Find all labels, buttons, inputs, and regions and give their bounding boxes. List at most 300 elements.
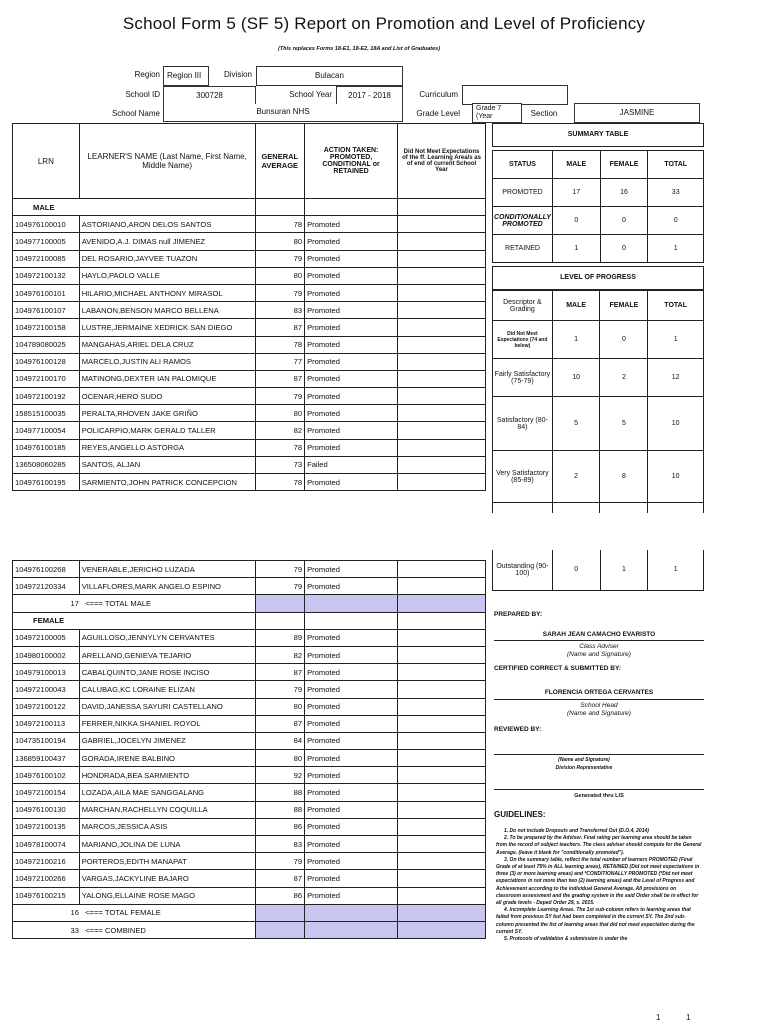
guideline-item: 5. Protocols of validation & submission is under the	[504, 936, 628, 943]
region-label: Region	[134, 70, 160, 79]
avg-header: GENERAL AVERAGE	[255, 124, 305, 199]
learner-average: 80	[255, 405, 305, 422]
learner-name: ASTORIANO,ARON DELOS SANTOS	[79, 216, 255, 233]
learner-action: Promoted	[305, 336, 398, 353]
learner-average: 80	[255, 267, 305, 284]
learner-action: Promoted	[305, 267, 398, 284]
learner-average: 79	[255, 578, 305, 595]
learner-lrn: 104972120334	[13, 578, 80, 595]
learner-dnm	[398, 319, 486, 336]
learner-average: 89	[255, 629, 305, 646]
learner-row	[13, 422, 486, 439]
summary-female: 0	[600, 207, 648, 235]
progress-female: 1	[600, 550, 648, 590]
learner-row	[13, 474, 486, 491]
certified-label: CERTIFIED CORRECT & SUBMITTED BY:	[494, 665, 621, 672]
learner-average: 73	[255, 456, 305, 473]
learner-lrn: 104976100101	[13, 284, 80, 301]
learner-dnm	[398, 439, 486, 456]
learner-dnm	[398, 836, 486, 853]
learner-lrn: 104972100113	[13, 715, 80, 732]
learner-lrn: 104972100043	[13, 681, 80, 698]
adviser-name: SARAH JEAN CAMACHO EVARISTO	[542, 631, 656, 638]
head-signature-line	[494, 699, 704, 700]
total-female-count: 16	[70, 908, 79, 918]
learner-dnm	[398, 474, 486, 491]
learner-dnm	[398, 767, 486, 784]
learner-row	[13, 784, 486, 801]
learner-row	[13, 456, 486, 473]
guideline-item: 1. Do not include Dropouts and Transferred Out (D.O.4, 2014)	[504, 828, 649, 834]
learner-row	[13, 750, 486, 767]
summary-total: 0	[648, 207, 704, 235]
learner-action: Promoted	[305, 629, 398, 646]
learner-lrn: 104976100268	[13, 561, 80, 578]
learner-name: MARCOS,JESSICA ASIS	[79, 818, 255, 835]
learner-row	[13, 561, 486, 578]
learner-average: 86	[255, 818, 305, 835]
total-male-count: 17	[70, 598, 79, 608]
learner-name: YALONG,ELLAINE ROSE MAGO	[79, 887, 255, 904]
learner-name: MARIANO,JOLINA DE LUNA	[79, 836, 255, 853]
learner-name: CABALQUINTO,JANE ROSE INCISO	[79, 664, 255, 681]
learner-action: Failed	[305, 456, 398, 473]
learner-lrn: 136508060285	[13, 456, 80, 473]
learner-dnm	[398, 784, 486, 801]
learner-average: 88	[255, 784, 305, 801]
page-number: 1	[656, 1013, 661, 1022]
progress-desc: Did Not Meet Expectations (74 and below)	[493, 321, 553, 359]
learner-lrn: 104976100195	[13, 474, 80, 491]
learner-action: Promoted	[305, 422, 398, 439]
learner-name: SANTOS, ALJAN	[79, 456, 255, 473]
learner-lrn: 104977100054	[13, 422, 80, 439]
learner-action: Promoted	[305, 870, 398, 887]
learner-dnm	[398, 267, 486, 284]
learner-lrn: 104972100122	[13, 698, 80, 715]
learner-name: DEL ROSARIO,JAYVEE TUAZON	[79, 250, 255, 267]
learner-action: Promoted	[305, 561, 398, 578]
learner-action: Promoted	[305, 319, 398, 336]
learner-lrn: 104972100158	[13, 319, 80, 336]
combined-label: <=== COMBINED	[85, 925, 146, 935]
learner-average: 79	[255, 561, 305, 578]
learner-average: 78	[255, 439, 305, 456]
summary-female: 0	[600, 235, 648, 263]
progress-female: 8	[600, 451, 648, 503]
progress-desc: Very Satisfactory (85-89)	[493, 451, 553, 503]
prepared-by-label: PREPARED BY:	[494, 611, 543, 618]
learner-row	[13, 284, 486, 301]
progress-male: 5	[552, 397, 600, 451]
learner-name: MATINONG,DEXTER IAN PALOMIQUE	[79, 370, 255, 387]
learner-lrn: 136859100437	[13, 750, 80, 767]
progress-title: LEVEL OF PROGRESS	[492, 266, 704, 290]
learner-name: HILARIO,MICHAEL ANTHONY MIRASOL	[79, 284, 255, 301]
learner-action: Promoted	[305, 388, 398, 405]
learner-row	[13, 887, 486, 904]
learner-name: MARCHAN,RACHELLYN COQUILLA	[79, 801, 255, 818]
learner-action: Promoted	[305, 646, 398, 663]
guidelines-title: GUIDELINES:	[494, 810, 546, 819]
learner-dnm	[398, 887, 486, 904]
summary-head-status: STATUS	[493, 151, 553, 179]
progress-male: 0	[552, 550, 600, 590]
progress-desc: Outstanding (90-100)	[493, 550, 553, 590]
learner-name: PORTEROS,EDITH MANAPAT	[79, 853, 255, 870]
reviewer-name-sig: (Name and Signature)	[558, 757, 610, 763]
adviser-role: Class Adviser	[579, 643, 619, 650]
summary-table	[492, 150, 704, 263]
learner-lrn: 104735100194	[13, 732, 80, 749]
learner-dnm	[398, 284, 486, 301]
learners-table-top	[12, 123, 486, 491]
school-name-field: Bunsuran NHS	[163, 104, 403, 122]
learner-name: PERALTA,RHOVEN JAKE GRIÑO	[79, 405, 255, 422]
learner-dnm	[398, 664, 486, 681]
summary-female: 16	[600, 179, 648, 207]
learner-dnm	[398, 216, 486, 233]
form-subtitle: (This replaces Forms 18-E1, 18-E2, 18A and List of Graduates)	[277, 46, 441, 52]
grade-level-label: Grade Level	[416, 109, 460, 118]
action-header: ACTION TAKEN: PROMOTED, CONDITIONAL or RETAINED	[305, 124, 398, 199]
learner-name: AVENIDO,A.J. DIMAS null JIMENEZ	[79, 233, 255, 250]
summary-status: PROMOTED	[493, 179, 553, 207]
school-year-label: School Year	[289, 90, 332, 99]
grade-level-field: Grade 7 (Year	[472, 103, 522, 123]
region-field: Region III	[163, 66, 209, 86]
dnm-header: Did Not Meet Expectations of the ff. Learning Area/s as of end of current School Year	[398, 124, 486, 199]
learner-row	[13, 250, 486, 267]
learner-lrn: 158515100035	[13, 405, 80, 422]
learner-row	[13, 578, 486, 595]
learner-name: CALUBAG,KC LORAINE ELIZAN	[79, 681, 255, 698]
head-name-sig: (Name and Signature)	[567, 710, 631, 717]
name-header: LEARNER'S NAME (Last Name, First Name, Middle Name)	[79, 124, 255, 199]
progress-total: 10	[648, 397, 704, 451]
learner-name: GABRIEL,JOCELYN JIMENEZ	[79, 732, 255, 749]
learner-action: Promoted	[305, 216, 398, 233]
school-year-field: 2017 - 2018	[336, 86, 403, 106]
learner-dnm	[398, 870, 486, 887]
progress-total: 12	[648, 359, 704, 397]
learner-average: 79	[255, 284, 305, 301]
learner-row	[13, 233, 486, 250]
learner-dnm	[398, 370, 486, 387]
learner-average: 86	[255, 887, 305, 904]
learner-average: 87	[255, 870, 305, 887]
learner-row	[13, 336, 486, 353]
learner-average: 78	[255, 216, 305, 233]
learner-average: 87	[255, 664, 305, 681]
learner-row	[13, 732, 486, 749]
learner-name: LOZADA,AILA MAE SANGGALANG	[79, 784, 255, 801]
learner-row	[13, 698, 486, 715]
learner-dnm	[398, 750, 486, 767]
total-female-label: <=== TOTAL FEMALE	[85, 908, 161, 918]
learner-lrn: 104972100192	[13, 388, 80, 405]
learner-dnm	[398, 818, 486, 835]
learner-name: LUSTRE,JERMAINE XEDRICK SAN DIEGO	[79, 319, 255, 336]
guideline-item: 4. Incomplete Learning Areas. The 1st sub-column refers to learning areas that failed from previous SY but had been completed in the current SY. The 2nd sub-column presented the list of learning areas that did not meet expectation during the current SY.	[496, 907, 695, 935]
learner-row	[13, 646, 486, 663]
learner-lrn: 104972100216	[13, 853, 80, 870]
school-id-field: 300728	[163, 86, 256, 106]
school-name-label: School Name	[111, 109, 160, 118]
reviewed-label: REVIEWED BY:	[494, 726, 542, 733]
learner-lrn: 104972100132	[13, 267, 80, 284]
head-name: FLORENCIA ORTEGA CERVANTES	[544, 689, 654, 696]
learner-lrn: 104976100102	[13, 767, 80, 784]
progress-head-male: MALE	[552, 291, 600, 321]
generated-note: Generated thru LIS	[574, 793, 624, 799]
school-id-label: School ID	[125, 90, 160, 99]
summary-status: RETAINED	[493, 235, 553, 263]
page-total: 1	[686, 1013, 691, 1022]
progress-female: 0	[600, 321, 648, 359]
learner-row	[13, 767, 486, 784]
learner-average: 79	[255, 853, 305, 870]
learner-row	[13, 319, 486, 336]
learner-lrn: 104976100130	[13, 801, 80, 818]
summary-male: 1	[552, 235, 600, 263]
learner-action: Promoted	[305, 715, 398, 732]
progress-male: 2	[552, 451, 600, 503]
learner-average: 92	[255, 767, 305, 784]
learner-action: Promoted	[305, 439, 398, 456]
learner-action: Promoted	[305, 818, 398, 835]
learner-name: POLICARPIO,MARK GERALD TALLER	[79, 422, 255, 439]
learner-average: 83	[255, 302, 305, 319]
learner-action: Promoted	[305, 370, 398, 387]
reviewer-role: Division Representative	[555, 765, 613, 771]
learner-action: Promoted	[305, 474, 398, 491]
learner-action: Promoted	[305, 353, 398, 370]
learner-action: Promoted	[305, 250, 398, 267]
learner-lrn: 104977100005	[13, 233, 80, 250]
learner-lrn: 104972100154	[13, 784, 80, 801]
progress-desc: Fairly Satisfactory (75-79)	[493, 359, 553, 397]
progress-desc: Satisfactory (80-84)	[493, 397, 553, 451]
learner-action: Promoted	[305, 784, 398, 801]
learner-lrn: 104972100085	[13, 250, 80, 267]
learner-lrn: 104976100107	[13, 302, 80, 319]
learner-name: MANGAHAS,ARIEL DELA CRUZ	[79, 336, 255, 353]
learner-name: VILLAFLORES,MARK ANGELO ESPINO	[79, 578, 255, 595]
progress-total: 1	[648, 550, 704, 590]
summary-head-female: FEMALE	[600, 151, 648, 179]
learner-dnm	[398, 698, 486, 715]
learner-average: 87	[255, 370, 305, 387]
learner-average: 80	[255, 233, 305, 250]
curriculum-label: Curriculum	[419, 90, 458, 99]
learner-row	[13, 216, 486, 233]
learner-row	[13, 370, 486, 387]
learners-table-bottom	[12, 560, 486, 939]
progress-head-total: TOTAL	[648, 291, 704, 321]
learner-row	[13, 870, 486, 887]
learner-action: Promoted	[305, 887, 398, 904]
learner-action: Promoted	[305, 732, 398, 749]
summary-total: 1	[648, 235, 704, 263]
learner-lrn: 104972100005	[13, 629, 80, 646]
progress-table-continued	[492, 550, 704, 591]
learner-row	[13, 439, 486, 456]
progress-female: 2	[600, 359, 648, 397]
progress-head-female: FEMALE	[600, 291, 648, 321]
learner-row	[13, 818, 486, 835]
learner-average: 83	[255, 836, 305, 853]
learner-name: HAYLO,PAOLO VALLE	[79, 267, 255, 284]
summary-male: 0	[552, 207, 600, 235]
female-section-label: FEMALE	[13, 612, 256, 629]
adviser-signature-line	[494, 640, 704, 641]
learner-row	[13, 801, 486, 818]
learner-name: ARELLANO,GENIEVA TEJARIO	[79, 646, 255, 663]
learner-dnm	[398, 302, 486, 319]
learner-dnm	[398, 422, 486, 439]
generated-line	[494, 789, 704, 790]
section-field: JASMINE	[574, 103, 700, 123]
learner-dnm	[398, 646, 486, 663]
division-field: Bulacan	[256, 66, 403, 86]
learner-action: Promoted	[305, 853, 398, 870]
learner-name: REYES,ANGELLO ASTORGA	[79, 439, 255, 456]
learner-average: 80	[255, 698, 305, 715]
learner-lrn: 104976100215	[13, 887, 80, 904]
learner-dnm	[398, 801, 486, 818]
learner-action: Promoted	[305, 750, 398, 767]
learner-average: 78	[255, 336, 305, 353]
division-label: Division	[223, 70, 252, 79]
learner-dnm	[398, 405, 486, 422]
learner-action: Promoted	[305, 801, 398, 818]
summary-title: SUMMARY TABLE	[492, 123, 704, 147]
learner-lrn: 104980100002	[13, 646, 80, 663]
learner-average: 77	[255, 353, 305, 370]
male-section-label: MALE	[13, 199, 256, 216]
learner-action: Promoted	[305, 698, 398, 715]
learner-lrn: 104976100010	[13, 216, 80, 233]
learner-name: VENERABLE,JERICHO LUZADA	[79, 561, 255, 578]
learner-dnm	[398, 561, 486, 578]
learner-average: 78	[255, 474, 305, 491]
learner-average: 79	[255, 388, 305, 405]
learner-dnm	[398, 578, 486, 595]
learner-lrn: 104972100266	[13, 870, 80, 887]
learner-average: 82	[255, 422, 305, 439]
learner-action: Promoted	[305, 233, 398, 250]
section-label: Section	[530, 109, 558, 118]
progress-female: 5	[600, 397, 648, 451]
learner-average: 87	[255, 715, 305, 732]
learner-dnm	[398, 456, 486, 473]
learner-row	[13, 267, 486, 284]
total-male-label: <=== TOTAL MALE	[85, 598, 152, 608]
learner-row	[13, 353, 486, 370]
progress-male: 10	[552, 359, 600, 397]
guidelines-list	[496, 828, 702, 943]
learner-dnm	[398, 715, 486, 732]
progress-male: 1	[552, 321, 600, 359]
learner-row	[13, 853, 486, 870]
learner-lrn: 104979100013	[13, 664, 80, 681]
learner-dnm	[398, 732, 486, 749]
progress-total: 10	[648, 451, 704, 503]
learner-action: Promoted	[305, 681, 398, 698]
learner-row	[13, 629, 486, 646]
learner-average: 79	[255, 681, 305, 698]
learner-average: 88	[255, 801, 305, 818]
reviewer-signature-line	[494, 754, 704, 755]
learner-dnm	[398, 629, 486, 646]
summary-total: 33	[648, 179, 704, 207]
learner-name: GORADA,IRENE BALBINO	[79, 750, 255, 767]
progress-head-desc: Descriptor & Grading	[493, 291, 553, 321]
learner-dnm	[398, 336, 486, 353]
learner-lrn: 104789080025	[13, 336, 80, 353]
learner-average: 80	[255, 750, 305, 767]
learner-name: OCENAR,HERO SUDO	[79, 388, 255, 405]
form-title: School Form 5 (SF 5) Report on Promotion and Level of Proficiency	[122, 14, 646, 33]
learner-action: Promoted	[305, 405, 398, 422]
lrn-header: LRN	[13, 124, 80, 199]
learner-lrn: 104972100170	[13, 370, 80, 387]
learner-lrn: 104976100128	[13, 353, 80, 370]
learner-lrn: 104976100185	[13, 439, 80, 456]
progress-table	[492, 290, 704, 513]
learner-name: FERRER,NIKKA SHANIEL ROYOL	[79, 715, 255, 732]
guideline-item: 2. To be prepared by the Adviser. Final rating per learning area should be taken from the record of subject teachers. The class adviser should compute for the General Average. (leave it blank for "conditionally promoted").	[496, 835, 702, 856]
learner-name: AGUILLOSO,JENNYLYN CERVANTES	[79, 629, 255, 646]
combined-count: 33	[70, 925, 79, 935]
learner-average: 87	[255, 319, 305, 336]
learner-average: 84	[255, 732, 305, 749]
learner-action: Promoted	[305, 578, 398, 595]
learner-name: SARMIENTO,JOHN PATRICK CONCEPCION	[79, 474, 255, 491]
learner-dnm	[398, 233, 486, 250]
learner-average: 79	[255, 250, 305, 267]
summary-head-male: MALE	[552, 151, 600, 179]
learner-action: Promoted	[305, 284, 398, 301]
learner-lrn: 104978100074	[13, 836, 80, 853]
adviser-name-sig: (Name and Signature)	[567, 651, 631, 658]
learner-dnm	[398, 681, 486, 698]
learner-row	[13, 405, 486, 422]
learner-name: HONDRADA,BEA SARMIENTO	[79, 767, 255, 784]
learner-dnm	[398, 353, 486, 370]
learner-row	[13, 302, 486, 319]
learner-name: MARCELO,JUSTIN ALI RAMOS	[79, 353, 255, 370]
curriculum-field	[462, 85, 568, 105]
learner-dnm	[398, 853, 486, 870]
head-role: School Head	[580, 702, 618, 709]
learner-row	[13, 836, 486, 853]
summary-head-total: TOTAL	[648, 151, 704, 179]
learner-action: Promoted	[305, 836, 398, 853]
learner-lrn: 104972100135	[13, 818, 80, 835]
summary-status: CONDITIONALLY PROMOTED	[493, 207, 553, 235]
learner-dnm	[398, 250, 486, 267]
learner-dnm	[398, 388, 486, 405]
learner-name: DAVID,JANESSA SAYURI CASTELLANO	[79, 698, 255, 715]
learner-action: Promoted	[305, 767, 398, 784]
learner-action: Promoted	[305, 664, 398, 681]
summary-male: 17	[552, 179, 600, 207]
learner-row	[13, 715, 486, 732]
guideline-item: 3. On the summary table, reflect the total number of learners PROMOTED (Final Grade of at least 75% in ALL learning areas), RETAINED (Did not meet expectations in three (3) or more learning areas) and *CONDITIONALLY PROMOTED (*Did not meet expectations in not more than two (2) learning areas) and the Level of Progress and Achievement according to the individual General Average. All provisions on classroom assessment and the grading system in the said Order shall be in effect for all grade levels - Deped Order 29, s. 2015.	[496, 856, 700, 907]
learner-row	[13, 388, 486, 405]
